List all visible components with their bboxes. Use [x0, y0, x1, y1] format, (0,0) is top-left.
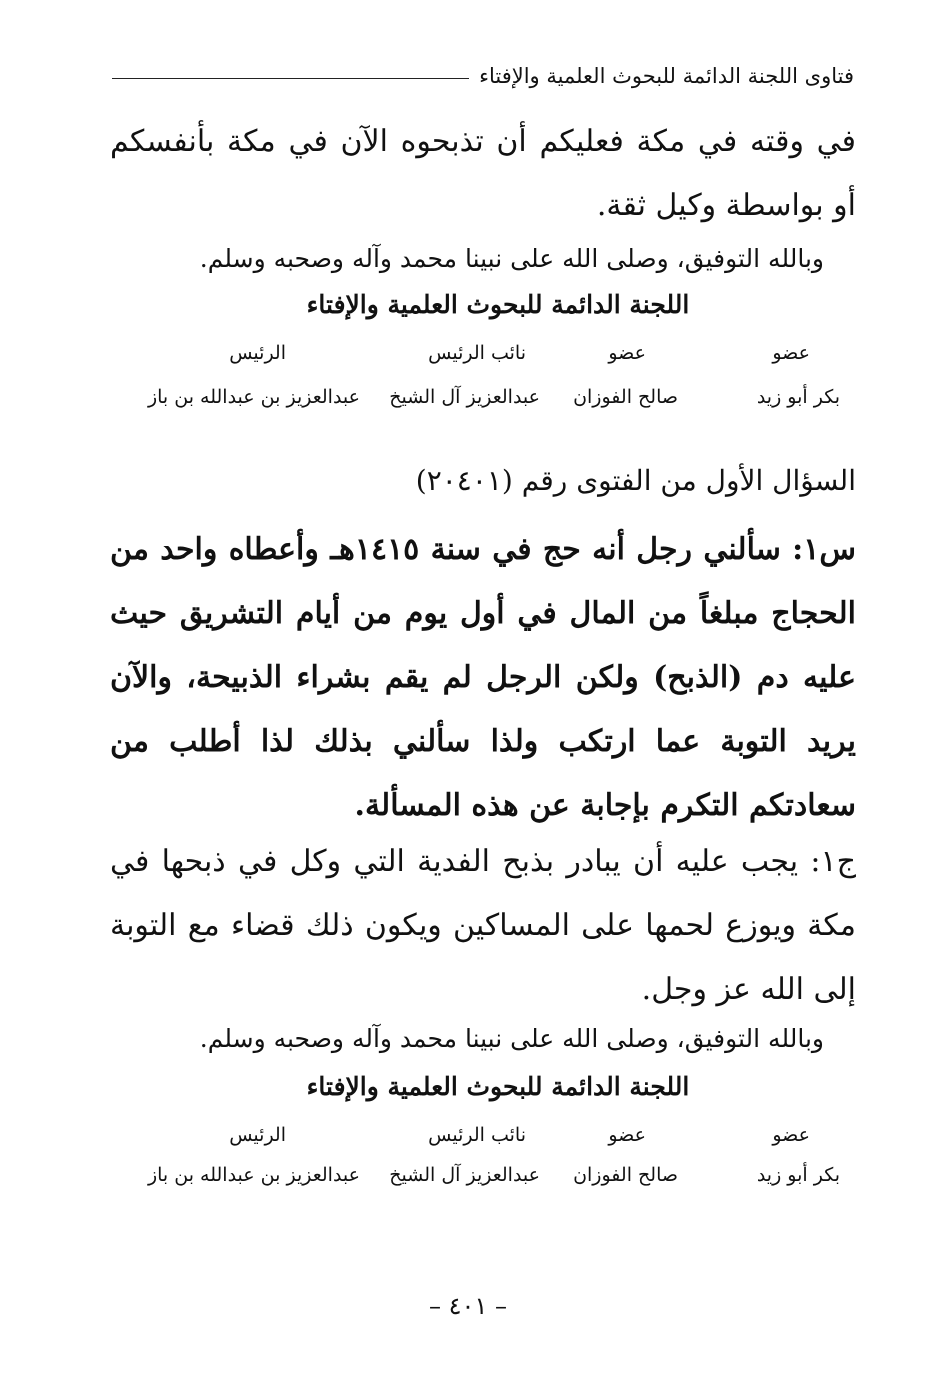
signatory-name: بكر أبو زيد [756, 386, 840, 408]
signatory-role: نائب الرئيس [428, 342, 526, 364]
signatory-role: نائب الرئيس [428, 1124, 526, 1146]
answer-paragraph: ج١: يجب عليه أن يبادر بذبح الفدية التي وكل في ذبحها في مكة ويوزع لحمها على المساكين ويكون ذلك قضاء مع التوبة إلى الله عز وجل. [110, 844, 856, 1007]
signatory-role: الرئيس [229, 342, 286, 364]
closing-line-1: وبالله التوفيق، وصلى الله على نبينا محمد وآله وصحبه وسلم. [199, 244, 824, 273]
signatory-role: عضو [608, 342, 646, 364]
header-rule [112, 78, 469, 79]
signatory-name: عبدالعزيز بن عبدالله بن باز [147, 1164, 360, 1186]
running-header-title: فتاوى اللجنة الدائمة للبحوث العلمية والإفتاء [479, 64, 854, 88]
intro-paragraph: في وقته في مكة فعليكم أن تذبحوه الآن في مكة بأنفسكم أو بواسطة وكيل ثقة. [110, 124, 856, 223]
signatory-role: عضو [772, 1124, 810, 1146]
signatory-name: صالح الفوزان [573, 386, 678, 408]
signatory-role: عضو [772, 342, 810, 364]
page-number: – ٤٠١ – [429, 1292, 507, 1320]
signatory-name: صالح الفوزان [573, 1164, 678, 1186]
signatory-name: عبدالعزيز بن عبدالله بن باز [147, 386, 360, 408]
running-header [112, 58, 854, 94]
signatory-name: بكر أبو زيد [756, 1164, 840, 1186]
signatory-name: عبدالعزيز آل الشيخ [389, 386, 540, 408]
committee-name-2: اللجنة الدائمة للبحوث العلمية والإفتاء [306, 1072, 690, 1101]
committee-name-1: اللجنة الدائمة للبحوث العلمية والإفتاء [306, 290, 690, 319]
question-paragraph: س١: سألني رجل أنه حج في سنة ١٤١٥هـ وأعطاه واحد من الحجاج مبلغاً من المال في أول يوم من أيام التشريق حيث عليه دم (الذبح) ولكن الرجل لم يقم بشراء الذبيحة، والآن يريد التوبة عما ارتكب ولذا سألني بذلك لذا أطلب من سعادتكم التكرم بإجابة عن هذه المسألة. [110, 532, 857, 823]
closing-line-2: وبالله التوفيق، وصلى الله على نبينا محمد وآله وصحبه وسلم. [199, 1024, 824, 1053]
signatory-role: الرئيس [229, 1124, 286, 1146]
fatwa-title: السؤال الأول من الفتوى رقم (٢٠٤٠١) [415, 464, 856, 497]
signatory-role: عضو [608, 1124, 646, 1146]
signatory-name: عبدالعزيز آل الشيخ [389, 1164, 540, 1186]
